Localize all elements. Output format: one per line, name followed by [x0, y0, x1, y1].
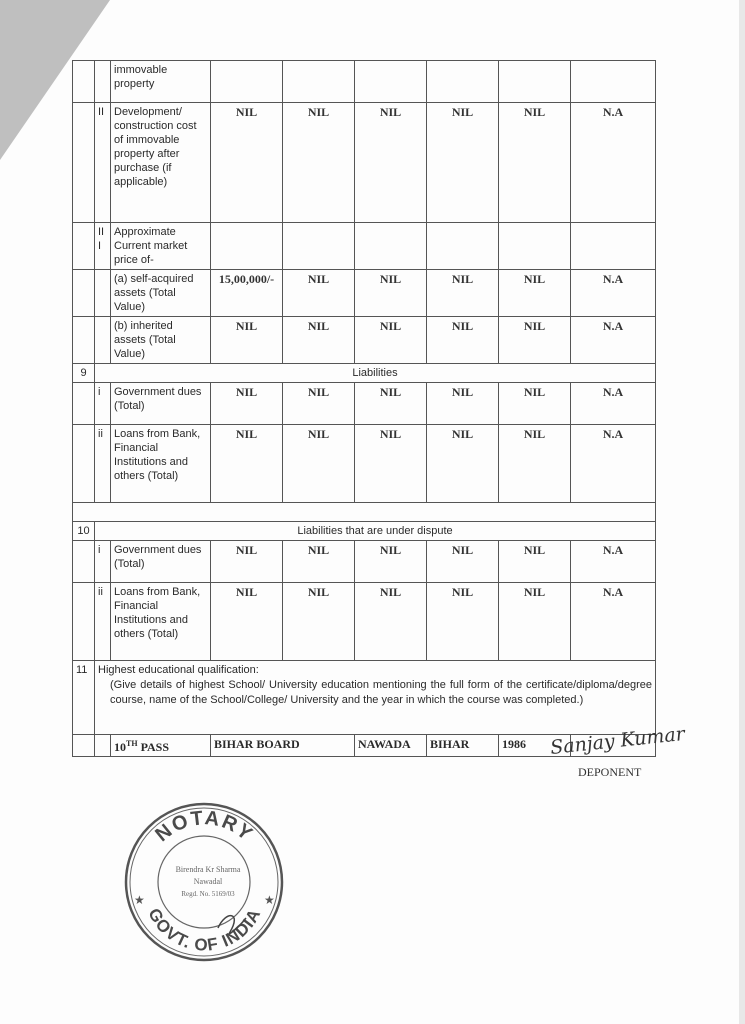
value-cell: NIL [427, 103, 499, 223]
deponent-signature: Sanjay Kumar [549, 723, 686, 759]
value-cell: NIL [355, 317, 427, 364]
value-cell: NIL [283, 583, 355, 661]
value-cell: NIL [211, 317, 283, 364]
value-cell: NIL [355, 541, 427, 583]
row-number: i [95, 541, 111, 583]
education-year: 1986 [499, 735, 571, 757]
row-government-dues-disputed [73, 541, 656, 583]
value-cell: NIL [355, 583, 427, 661]
value-cell: NIL [427, 383, 499, 425]
value-cell: NIL [499, 103, 571, 223]
value-cell: NIL [355, 425, 427, 503]
row-market-price-heading [73, 223, 656, 270]
row-number: ii [95, 583, 111, 661]
row-label: Loans from Bank, Financial Institutions and others (Total) [111, 583, 211, 661]
stamp-inner-regd: Regd. No. 5169/03 [181, 890, 235, 898]
affidavit-assets-table [72, 60, 656, 757]
row-label: Approximate Current market price of- [111, 223, 211, 270]
value-cell: NIL [427, 425, 499, 503]
value-cell: NIL [499, 270, 571, 317]
value-cell: N.A [571, 541, 656, 583]
qualification-cell [95, 661, 656, 735]
section-title: Liabilities [95, 364, 656, 383]
spacer-row [73, 503, 656, 522]
value-cell: NIL [355, 103, 427, 223]
star-icon: ★ [134, 893, 145, 907]
value-cell: NIL [211, 425, 283, 503]
section-number: 10 [73, 522, 95, 541]
value-cell: NIL [427, 541, 499, 583]
value-cell: NIL [499, 383, 571, 425]
value-cell: NIL [283, 270, 355, 317]
education-level: 10TH PASS [111, 735, 211, 757]
row-number: II I [95, 223, 111, 270]
section-11-qualification [73, 661, 656, 735]
row-immovable-property [73, 61, 656, 103]
section-number: 11 [73, 661, 95, 735]
row-label: Government dues (Total) [111, 383, 211, 425]
stamp-inner-name: Birendra Kr Sharma [175, 865, 241, 874]
row-number: II [95, 103, 111, 223]
stamp-top-text: NOTARY [151, 807, 258, 847]
value-cell: N.A [571, 425, 656, 503]
value-cell: N.A [571, 270, 656, 317]
row-government-dues [73, 383, 656, 425]
value-cell: NIL [499, 583, 571, 661]
education-board: BIHAR BOARD [211, 735, 355, 757]
value-cell: NIL [283, 383, 355, 425]
education-place: NAWADA [355, 735, 427, 757]
value-cell: NIL [499, 541, 571, 583]
row-label: (b) inherited assets (Total Value) [111, 317, 211, 364]
deponent-label: DEPONENT [578, 765, 642, 779]
section-9-header [73, 364, 656, 383]
value-cell: NIL [211, 583, 283, 661]
value-cell: NIL [283, 541, 355, 583]
value-cell: NIL [355, 383, 427, 425]
value-cell: NIL [211, 541, 283, 583]
value-cell: NIL [211, 383, 283, 425]
value-cell: NIL [283, 103, 355, 223]
value-cell: N.A [571, 383, 656, 425]
row-self-acquired-assets [73, 270, 656, 317]
row-loans-disputed [73, 583, 656, 661]
value-cell: N.A [571, 583, 656, 661]
education-state: BIHAR [427, 735, 499, 757]
value-cell: NIL [283, 425, 355, 503]
stamp-bottom-text: GOVT. OF INDIA [144, 905, 265, 955]
value-cell: NIL [427, 270, 499, 317]
page-edge [739, 0, 745, 1024]
value-cell: NIL [283, 317, 355, 364]
value-cell: N.A [571, 103, 656, 223]
value-cell: NIL [499, 425, 571, 503]
row-label: (a) self-acquired assets (Total Value) [111, 270, 211, 317]
row-inherited-assets [73, 317, 656, 364]
value-cell: NIL [355, 270, 427, 317]
row-label: Development/ construction cost of immovable property after purchase (if applicable) [111, 103, 211, 223]
notary-stamp [122, 800, 287, 965]
value-cell: N.A [571, 317, 656, 364]
value-cell: 15,00,000/- [211, 270, 283, 317]
section-10-header [73, 522, 656, 541]
qualification-title: Highest educational qualification: [98, 664, 259, 676]
value-cell: NIL [427, 583, 499, 661]
row-label: Government dues (Total) [111, 541, 211, 583]
value-cell: NIL [211, 103, 283, 223]
row-loans [73, 425, 656, 503]
section-title: Liabilities that are under dispute [95, 522, 656, 541]
row-development-cost [73, 103, 656, 223]
row-number: ii [95, 425, 111, 503]
value-cell: NIL [499, 317, 571, 364]
row-label: Loans from Bank, Financial Institutions and others (Total) [111, 425, 211, 503]
row-label: immovable property [111, 61, 211, 103]
row-number: i [95, 383, 111, 425]
section-number: 9 [73, 364, 95, 383]
value-cell: NIL [427, 317, 499, 364]
qualification-note: (Give details of highest School/ University education mentioning the full form of the certificate/diploma/degree course, name of the School/College/ University and the year in which the course was completed.) [110, 679, 652, 706]
stamp-inner-place: Nawadal [193, 877, 223, 886]
star-icon: ★ [264, 893, 275, 907]
